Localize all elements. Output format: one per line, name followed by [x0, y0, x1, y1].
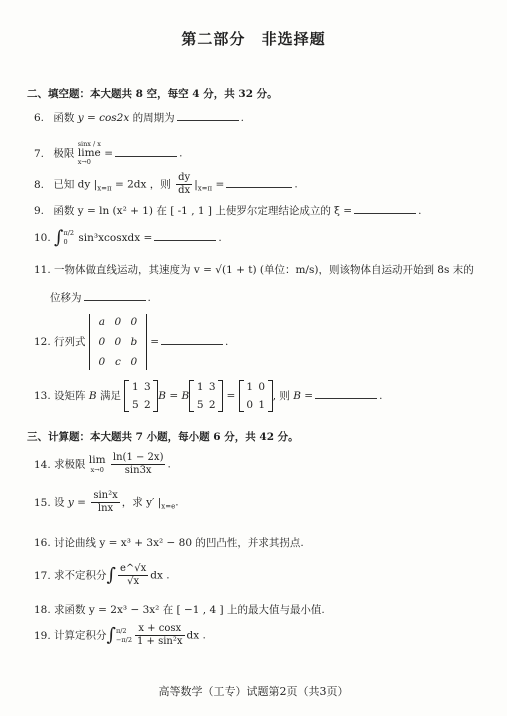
question-text: 设矩阵 [54, 390, 86, 402]
matrix-entry: 5 [131, 399, 139, 411]
question-text: 位移为 [50, 292, 82, 304]
question-number: 14. [34, 458, 51, 471]
question-19 [34, 623, 206, 648]
question-text: , 则 [272, 390, 290, 402]
question-text: 行列式 [54, 336, 86, 348]
det-entry: 0 [98, 336, 106, 348]
det-entry: 0 [114, 316, 122, 328]
question-number: 12. [34, 336, 51, 348]
question-11-line2 [50, 290, 151, 305]
question-7 [34, 140, 182, 167]
question-text: 求不定积分 [54, 569, 107, 582]
question-14 [34, 452, 171, 477]
period-mark: . [179, 147, 183, 160]
matrix-entry: 2 [143, 399, 151, 411]
matrix-entry: 1 [196, 381, 204, 393]
matrix-entry: 1 [258, 399, 266, 411]
question-9 [34, 203, 421, 218]
fraction-numerator: sin²x [93, 490, 118, 501]
question-number: 17. [34, 569, 51, 582]
upper-limit: π/2 [115, 626, 127, 635]
fraction-denominator: sin3x [124, 465, 152, 476]
det-entry: 0 [130, 356, 138, 368]
question-text: 求函数 y = 2x³ − 3x² 在 [ −1 , 4 ] 上的最大值与最小值. [54, 604, 325, 616]
question-text: dx . [150, 569, 170, 582]
answer-blank [161, 334, 223, 345]
question-8: 8. 已知 dy $|_{x=\pi} = 2dx$ ，则 $\frac{dy}{dx}$ $|_{x=\pi}$ = . [34, 172, 298, 196]
question-15 [34, 490, 179, 515]
matrix-symbol: B [181, 390, 190, 402]
period-mark: . [167, 458, 171, 471]
fraction-numerator: x + cosx [135, 623, 185, 636]
limit-expression [89, 455, 106, 475]
identity-matrix [239, 380, 273, 412]
equals-sign: = [104, 147, 114, 160]
question-number: 10. [34, 232, 51, 244]
question-number: 18. [34, 604, 51, 616]
question-12 [34, 314, 228, 370]
question-text: 计算定积分 [54, 629, 107, 642]
determinant [89, 314, 147, 370]
integrand-fraction [118, 563, 148, 588]
question-text: 函数 [53, 112, 75, 124]
det-entry: c [114, 356, 121, 368]
integral-sign: ∫ [54, 227, 64, 248]
question-text: dx . [186, 629, 206, 642]
matrix-entry: 2 [208, 399, 216, 411]
matrix-right [189, 380, 223, 412]
function-lhs: y = [67, 496, 86, 509]
limit-subscript: x→0 [90, 465, 104, 474]
derivative-fraction [176, 172, 192, 197]
fraction-denominator: √x [127, 576, 140, 587]
equals-sign: = [150, 336, 160, 348]
question-text: 极限 [53, 147, 75, 160]
matrix-entry: 1 [246, 381, 254, 393]
question-text: = 2dx ，则 [114, 178, 171, 191]
limit-exponent: sinx / x [77, 140, 101, 148]
equals-sign: = [215, 178, 225, 191]
question-text: 设 [54, 496, 65, 509]
question-text: 讨论曲线 y = x³ + 3x² − 80 的凹凸性，并求其拐点. [54, 537, 304, 549]
question-11 [34, 262, 474, 277]
eval-subscript: x=e [161, 502, 176, 511]
question-text: 求极限 [54, 458, 86, 471]
question-13: 13. 设矩阵 B 满足 1 3 5 2 B = B 1 3 5 2 = 1 0 0 1 , 则 B = . [34, 381, 383, 411]
section-calculation-heading: 三、计算题：本大题共 7 小题，每小题 6 分，共 42 分。 [27, 431, 299, 443]
eval-subscript: x=π [97, 184, 112, 193]
answer-blank [315, 388, 377, 399]
function-fraction [91, 490, 119, 515]
upper-limit: π/2 [63, 229, 75, 237]
question-number: 7. [34, 147, 45, 160]
matrix-left [124, 380, 158, 412]
limit-subscript: x→0 [77, 158, 91, 166]
fraction-numerator: e^√x [119, 563, 147, 574]
matrix-entry: 3 [143, 381, 151, 393]
limit-expression [78, 140, 101, 167]
det-entry: b [130, 336, 138, 348]
integral-limits [63, 229, 74, 247]
question-number: 11. [34, 264, 51, 276]
function-expression: y = cos2x [77, 112, 130, 124]
question-text: 满足 [99, 390, 121, 402]
integral-limits [116, 627, 132, 645]
integral-sign: ∫ [106, 564, 116, 586]
matrix-entry: 0 [246, 399, 254, 411]
question-text: 的周期为 [132, 112, 175, 124]
question-number: 8. [34, 178, 45, 191]
integral-sign: ∫ [106, 624, 116, 646]
integrand-fraction [135, 623, 185, 648]
det-entry: a [98, 316, 106, 328]
question-number: 16. [34, 537, 51, 549]
limit-operator: lim [88, 453, 106, 466]
question-text: 函数 y = ln (x² + 1) 在 [ -1 , 1 ] 上使罗尔定理结论成立的 ξ = [53, 205, 353, 217]
fraction-numerator: ln(1 − 2x) [112, 452, 164, 463]
det-entry: 0 [98, 356, 106, 368]
question-17 [34, 563, 170, 588]
matrix-entry: 1 [131, 381, 139, 393]
question-number: 13. [34, 390, 51, 402]
page-footer: 高等数学（工专）试题第2页（共3页） [158, 685, 349, 698]
integrand-text: sin³xcosxdx = [78, 232, 153, 244]
lower-limit: 0 [63, 238, 68, 246]
answer-blank [177, 110, 239, 121]
eval-subscript: x=π [197, 184, 213, 193]
page-title: 第二部分 非选择题 [181, 30, 326, 48]
question-text: 一物体做直线运动，其速度为 v = √(1 + t) (单位：m/s)，则该物体自运动开始到 8s 末的 [54, 264, 474, 276]
fraction-denominator: lnx [97, 503, 114, 514]
matrix-symbol: B [158, 390, 167, 402]
matrix-entry: 0 [258, 381, 266, 393]
question-number: 19. [34, 629, 51, 642]
section-fill-in-heading: 二、填空题：本大题共 8 空，每空 4 分，共 32 分。 [27, 88, 278, 100]
question-number: 6. [34, 112, 45, 124]
matrix-symbol: B [88, 390, 97, 402]
matrix-symbol: B [293, 390, 301, 402]
period-mark: . [218, 232, 222, 244]
limit-fraction [111, 452, 166, 477]
period-mark: . [147, 292, 151, 304]
answer-blank [115, 146, 177, 157]
period-mark: . [175, 496, 179, 509]
period-mark: . [240, 112, 244, 124]
fraction-denominator: dx [178, 185, 191, 196]
fraction-numerator: dy [178, 172, 191, 183]
period-mark: . [225, 336, 229, 348]
det-entry: 0 [130, 316, 138, 328]
answer-blank [154, 230, 216, 241]
answer-blank [226, 177, 292, 188]
det-entry: 0 [114, 336, 122, 348]
fraction-denominator: 1 + sin²x [136, 636, 183, 647]
period-mark: . [294, 178, 298, 191]
question-text: ，求 y′ | [121, 496, 162, 509]
question-number: 15. [34, 496, 51, 509]
question-text: 已知 dy | [53, 178, 98, 191]
lower-limit: −π/2 [115, 635, 132, 644]
question-18 [34, 602, 325, 617]
question-number: 9. [34, 205, 45, 217]
period-mark: . [379, 390, 383, 402]
equals-sign: = [304, 390, 314, 402]
answer-blank [84, 290, 146, 301]
matrix-entry: 5 [196, 399, 204, 411]
question-10 [34, 229, 222, 247]
period-mark: . [418, 205, 422, 217]
question-6 [34, 110, 244, 125]
answer-blank [354, 203, 416, 214]
question-16 [34, 535, 304, 550]
matrix-entry: 3 [208, 381, 216, 393]
limit-operator: lime [77, 147, 101, 159]
